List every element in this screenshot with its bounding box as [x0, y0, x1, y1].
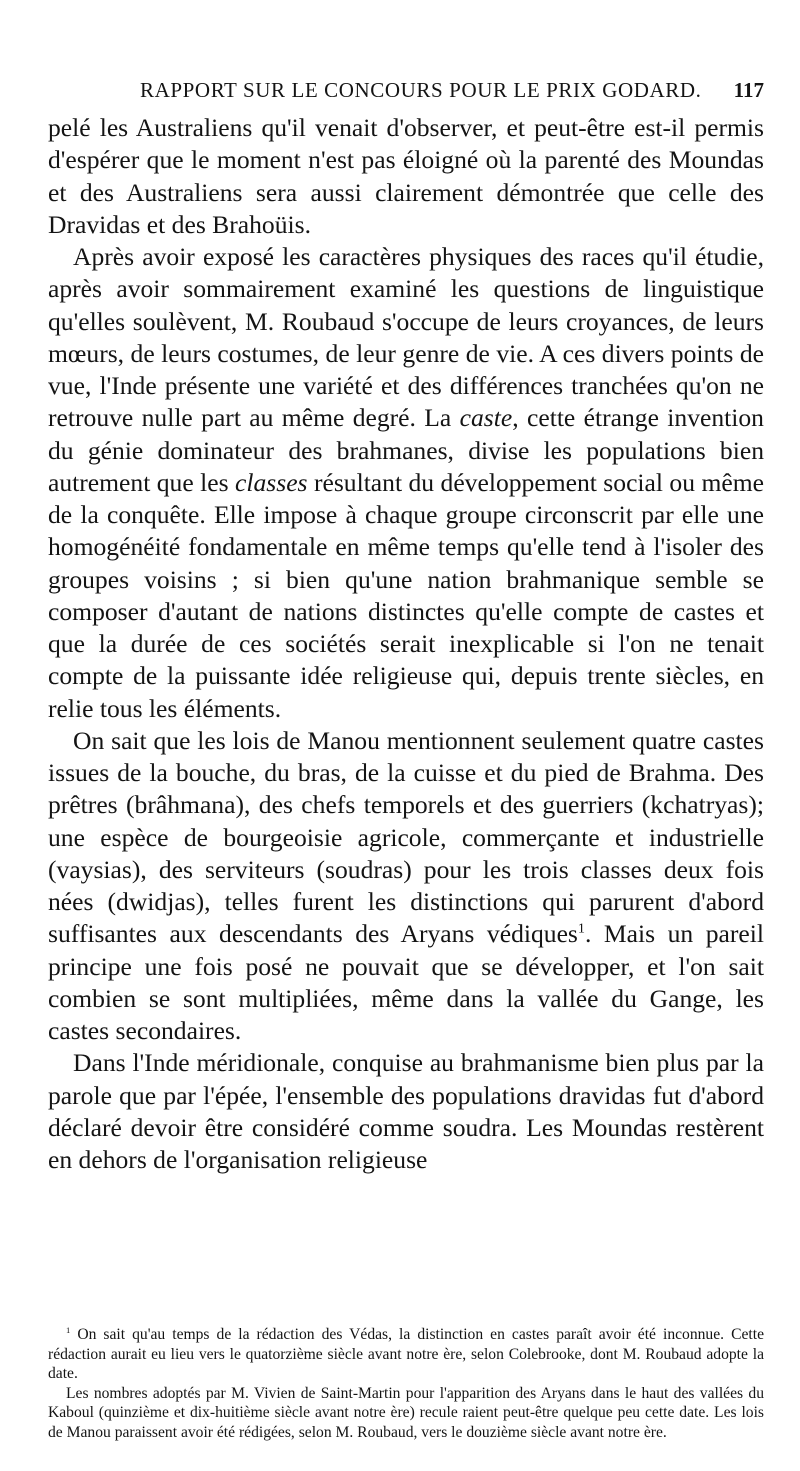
paragraph-text: Dans l'Inde méridionale, conquise au brahmanisme bien plus par la parole que par l'épée, l'ensemble des populations dravidas fut d'abord déclaré devoir être considéré comme soudra. Les Moundas restèrent en dehors de l'organisation religieuse	[48, 1048, 764, 1174]
footnotes	[48, 1325, 764, 1442]
paragraph-text: , cette étrange invention du génie dominateur des brahmanes, divise les populations bien autrement que les	[48, 403, 764, 497]
running-head	[48, 72, 764, 106]
page-number: 117	[733, 78, 764, 102]
running-title: RAPPORT SUR LE CONCOURS POUR LE PRIX GODARD.	[140, 78, 702, 102]
footnote-marker: 1	[66, 1324, 71, 1335]
footnote-text: Les nombres adoptés par M. Vivien de Saint-Martin pour l'apparition des Aryans dans le haut des vallées du Kaboul (quinzième et dix-huitième siècle avant notre ère) recule raient peut-être quelque peu cette date. Les lois de Manou paraissent avoir été rédigées, selon M. Roubaud, vers le douzième siècle avant notre ère.	[48, 1384, 764, 1441]
paragraph-inde-meridionale	[48, 1047, 764, 1176]
italic-term-classes: classes	[235, 467, 308, 497]
paragraph-continuation	[48, 112, 764, 241]
paragraph-text: pelé les Australiens qu'il venait d'observer, et peut-être est-il permis d'espérer que le moment n'est pas éloigné où la parenté des Moundas et des Australiens sera aussi clairement démontrée que celle des Dravidas et des Brahoüis.	[48, 113, 764, 239]
paragraph-text: Après avoir exposé les caractères physiques des races qu'il étudie, après avoir sommairement examiné les questions de linguistique qu'elles soulèvent, M. Roubaud s'occupe de leurs croyances, de leurs mœurs, de leurs costumes, de leur genre de vie. A ces divers points de vue, l'Inde présente une variété et des différences tranchées qu'on ne retrouve nulle part au même degré. La	[48, 242, 764, 433]
paragraph-manou	[48, 725, 764, 1048]
body-text	[48, 112, 764, 1176]
footnote-2	[48, 1384, 764, 1443]
italic-term-caste: caste	[459, 403, 513, 433]
footnote-text: On sait qu'au temps de la rédaction des Védas, la distinction en castes paraît avoir été inconnue. Cette rédaction aurait eu lieu vers le quatorzième siècle avant notre ère, selon Colebrooke, dont M. Roubaud adopte la date.	[48, 1326, 764, 1382]
footnote-reference: 1	[577, 920, 585, 937]
paragraph-castes	[48, 241, 764, 725]
footnote-1	[48, 1325, 764, 1384]
paragraph-text: On sait que les lois de Manou mentionnent seulement quatre castes issues de la bouche, du bras, de la cuisse et du pied de Brahma. Des prêtres (brâhmana), des chefs temporels et des guerriers (kchatryas); une espèce de bourgeoisie agricole, commerçante et industrielle (vaysias), des serviteurs (soudras) pour les trois classes deux fois nées (dwidjas), telles furent les distinctions qui parurent d'abord suffisantes aux descendants des Aryans védiques	[48, 725, 764, 949]
paragraph-text: . Mais un pareil principe une fois posé ne pouvait que se développer, et l'on sait combien se sont multipliées, même dans la vallée du Gange, les castes secondaires.	[48, 919, 765, 1045]
paragraph-text: résultant du développement social ou même de la conquête. Elle impose à chaque groupe circonscrit par elle une homogénéité fondamentale en même temps qu'elle tend à l'isoler des groupes voisins ; si bien qu'une nation brahmanique semble se composer d'autant de nations distinctes qu'elle compte de castes et que la durée de ces sociétés serait inexplicable si l'on ne tenait compte de la puissante idée religieuse qui, depuis trente siècles, en relie tous les éléments.	[48, 467, 764, 723]
